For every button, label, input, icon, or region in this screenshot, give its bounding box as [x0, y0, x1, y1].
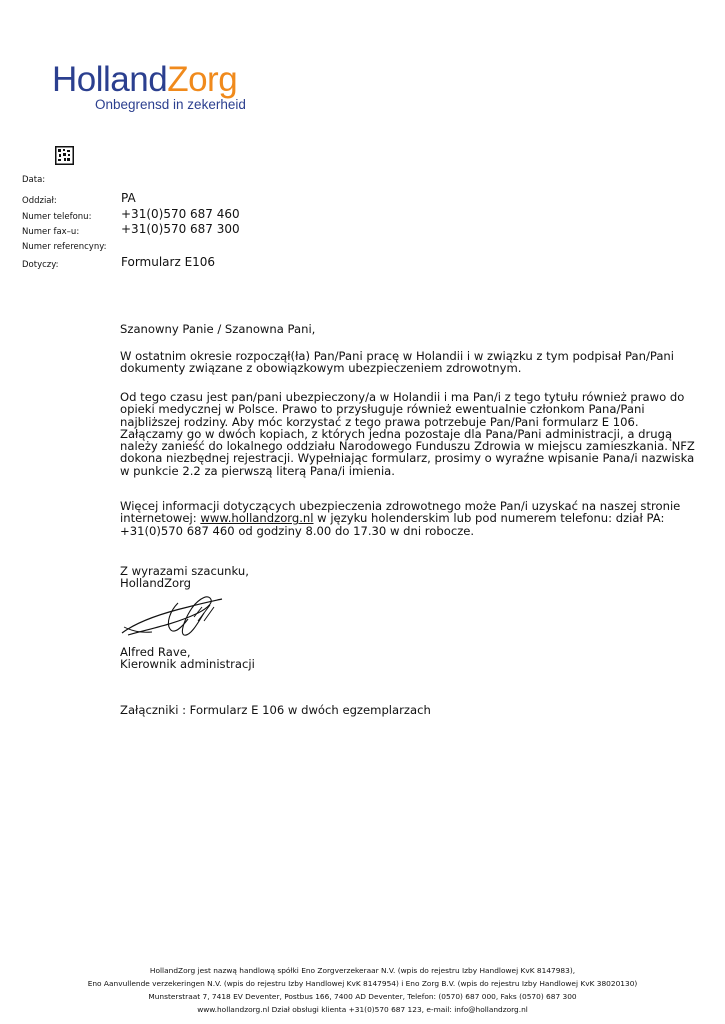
- phone-label: Numer telefonu:: [22, 212, 92, 222]
- logo-text-zorg: Zorg: [167, 60, 238, 99]
- salutation-text: Szanowny Panie / Szanowna Pani,: [120, 322, 316, 336]
- department-value: PA: [121, 191, 136, 205]
- date-label: Data:: [22, 175, 46, 185]
- signature-image: [118, 583, 228, 643]
- letter-attachments: [120, 704, 695, 716]
- reference-label: Numer referencyny:: [22, 242, 107, 252]
- letter-paragraph-1: [120, 350, 695, 375]
- subject-label: Dotyczy:: [22, 260, 59, 270]
- logo-text-holland: Holland: [52, 60, 168, 99]
- closing-line-1: Z wyrazami szacunku,: [120, 564, 249, 578]
- fax-value: +31(0)570 687 300: [121, 222, 240, 236]
- website-link[interactable]: www.hollandzorg.nl: [200, 511, 314, 526]
- subject-value: Formularz E106: [121, 255, 216, 269]
- footer-line-1: HollandZorg jest nazwą handlową spółki Eno Zorgverzekeraar N.V. (wpis do rejestru Izby Handlowej KvK 8147983),: [149, 966, 576, 975]
- attachments-text: Załączniki : Formularz E 106 w dwóch egzemplarzach: [120, 703, 431, 717]
- paragraph-3-text-start: Więcej informacji dotyczących ubezpieczenia zdrowotnego może Pan/i uzyskać na naszej stronie internetowej:: [120, 499, 681, 526]
- paragraph-3-text-end: w języku holenderskim lub pod numerem telefonu: dział PA: +31(0)570 687 460 od godziny 8.00 do 17.30 w dni robocze.: [120, 511, 665, 538]
- letter-salutation: [120, 323, 695, 335]
- department-label: Oddział:: [22, 196, 57, 206]
- footer-line-3: Munsterstraat 7, 7418 EV Deventer, Postbus 166, 7400 AD Deventer, Telefon: (0570) 687 000, Faks (0570) 687 300: [148, 992, 577, 1001]
- footer-line-2: Eno Aanvullende verzekeringen N.V. (wpis do rejestru Izby Handlowej KvK 8147954) i Eno Zorg B.V. (wpis do rejestru Izby Handlowej KvK 38020130): [87, 979, 638, 988]
- letter-signer: [120, 646, 695, 671]
- closing-line-2: HollandZorg: [120, 576, 192, 591]
- signer-name: Alfred Rave,: [120, 645, 191, 659]
- letter-paragraph-3: [120, 500, 695, 537]
- letter-paragraph-2: [120, 391, 695, 477]
- fax-label: Numer fax–u:: [22, 227, 80, 237]
- barcode-icon: [55, 146, 74, 165]
- paragraph-1-text: W ostatnim okresie rozpoczął(ła) Pan/Pani pracę w Holandii i w związku z tym podpisał Pan/Pani dokumenty związane z obowiązkowym ubezpieczeniem zdrowotnym.: [120, 349, 675, 376]
- company-logo: [52, 60, 237, 100]
- logo-tagline: Onbegrensd in zekerheid: [95, 97, 246, 112]
- footer-line-4: www.hollandzorg.nl Dział obsługi klienta +31(0)570 687 123, e-mail: info@hollandzorg.nl: [197, 1005, 528, 1014]
- phone-value: +31(0)570 687 460: [121, 207, 240, 221]
- paragraph-2-text: Od tego czasu jest pan/pani ubezpieczony/a w Holandii i ma Pan/i z tego tytułu również prawo do opieki medycznej w Polsce. Prawo to przysługuje również ewentualnie członkom Pana/Pani najbliższej rodziny. Aby móc korzystać z tego prawa potrzebuje Pan/Pani formularz E 106. Załączamy go w dwóch kopiach, z których jedna pozostaje dla Pana/Pani administracji, a drugą należy zanieść do lokalnego oddziału Narodowego Funduszu Zdrowia w miejscu zamieszkania. NFZ dokona niezbędnej rejestracji. Wypełniając formularz, prosimy o wyraźne wpisanie Pana/i nazwiska w punkcie 2.2 za pierwszą literą Pana/i imienia.: [120, 390, 695, 478]
- signer-title: Kierownik administracji: [120, 657, 255, 672]
